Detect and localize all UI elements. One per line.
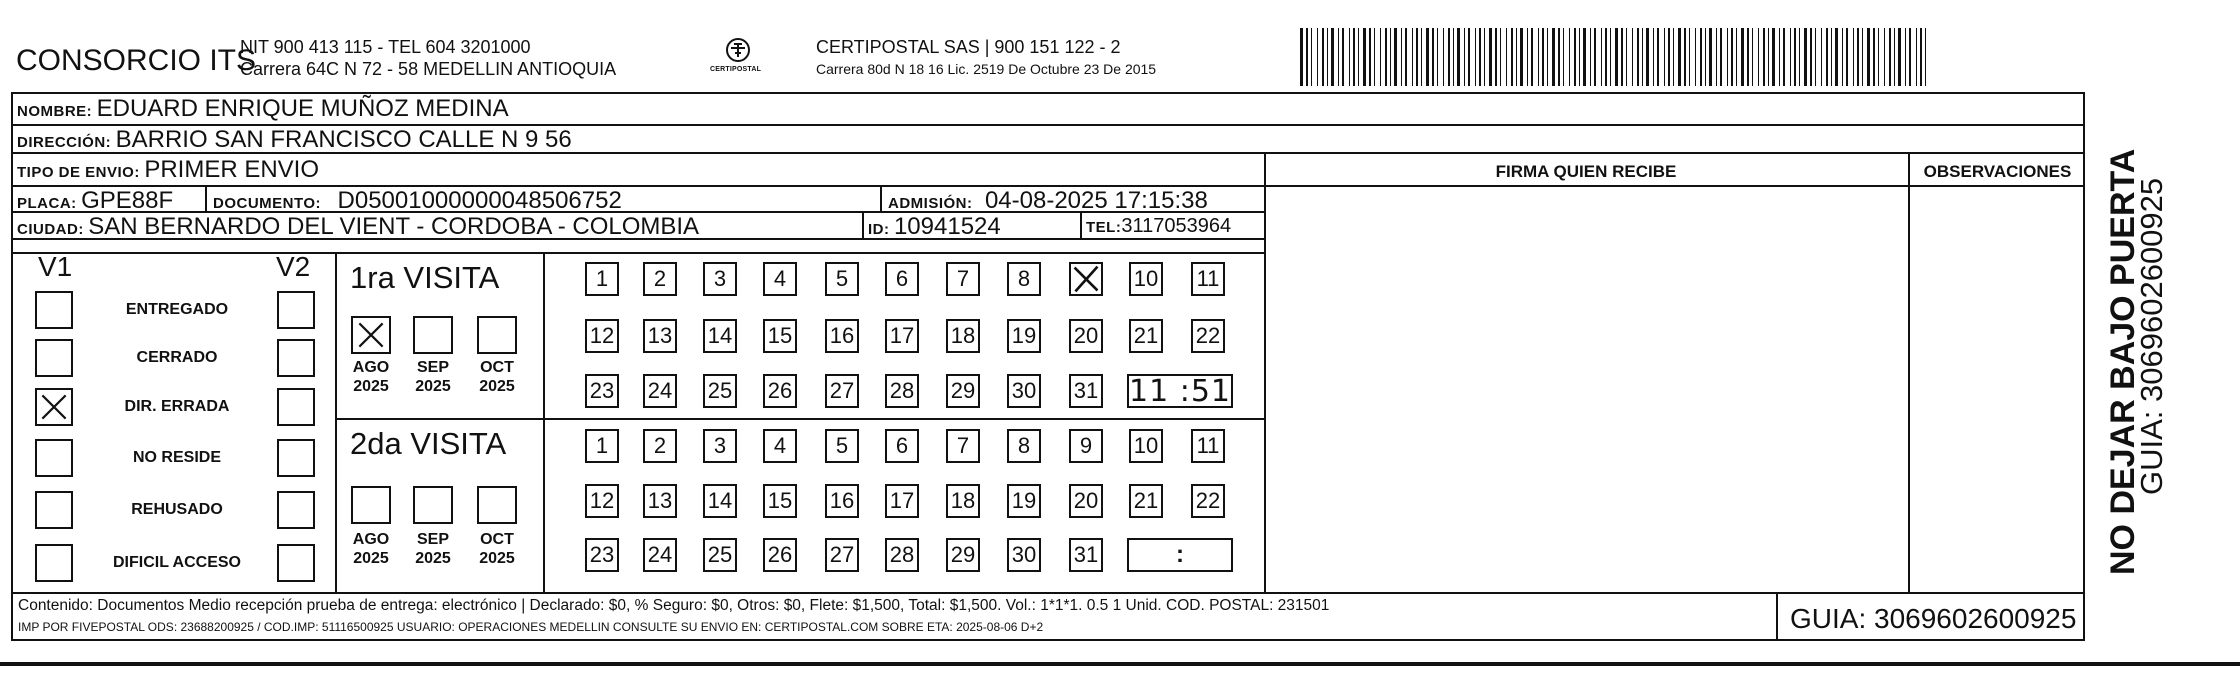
visit1-time-value: 11 :51 <box>1129 374 1231 409</box>
day-box[interactable]: 31 <box>1069 374 1103 408</box>
month-checkbox[interactable] <box>351 316 391 354</box>
footer-print-info: IMP POR FIVEPOSTAL ODS: 23688200925 / COD.IMP: 51116500925 USUARIO: OPERACIONES MEDELLIN CONSULTE SU ENVIO EN: CERTIPOSTAL.COM SOBRE ETA: 2025-08-06 D+2 <box>18 620 1044 634</box>
v1-label: V1 <box>38 251 73 282</box>
day-box[interactable]: 29 <box>946 538 980 572</box>
day-box[interactable]: 3 <box>703 429 737 463</box>
month-label: AGO 2025 <box>352 359 390 395</box>
address-label: DIRECCIÓN: <box>17 134 112 151</box>
plate-label: PLACA: <box>17 195 77 212</box>
v2-label: V2 <box>276 251 311 282</box>
day-box[interactable]: 8 <box>1007 429 1041 463</box>
day-box[interactable]: 5 <box>825 429 859 463</box>
footer-contents: Contenido: Documentos Medio recepción prueba de entrega: electrónico | Declarado: $0, % Seguro: $0, Otros: $0, Flete: $1,500, Total: $1,500. Vol.: 1*1*1. 0.5 1 Unid. COD. POSTAL: 231501 <box>18 597 1330 614</box>
day-box[interactable]: 7 <box>946 429 980 463</box>
day-box[interactable]: 14 <box>703 484 737 518</box>
status-label: NO RESIDE <box>132 449 221 466</box>
document-value: D05001000000048506752 <box>337 187 622 214</box>
day-box[interactable]: 17 <box>885 484 919 518</box>
day-box[interactable]: 18 <box>946 319 980 353</box>
id-cell <box>868 213 1001 241</box>
day-box[interactable]: 30 <box>1007 374 1041 408</box>
day-box[interactable]: 22 <box>1191 484 1225 518</box>
day-box[interactable] <box>1069 262 1103 296</box>
observations-label: OBSERVACIONES <box>1923 162 2072 181</box>
month-label: SEP 2025 <box>415 359 451 395</box>
day-box[interactable]: 6 <box>885 429 919 463</box>
month-checkbox[interactable] <box>351 486 391 524</box>
v2-checkbox[interactable] <box>277 291 315 329</box>
visit1-time-box <box>1127 374 1233 408</box>
day-box[interactable]: 11 <box>1191 262 1225 296</box>
day-box[interactable]: 21 <box>1129 484 1163 518</box>
visit1-title: 1ra VISITA <box>350 260 500 295</box>
day-box[interactable]: 26 <box>763 374 797 408</box>
nit-line: NIT 900 413 115 - TEL 604 3201000 <box>240 37 531 57</box>
plate-value: GPE88F <box>81 187 174 214</box>
month-label: AGO 2025 <box>352 531 390 567</box>
day-box[interactable]: 28 <box>885 374 919 408</box>
id-label: ID: <box>868 221 890 238</box>
status-label: CERRADO <box>136 349 218 366</box>
visit2-time-value: : <box>1176 541 1184 568</box>
day-box[interactable]: 28 <box>885 538 919 572</box>
name-label: NOMBRE: <box>17 103 93 120</box>
day-box[interactable]: 7 <box>946 262 980 296</box>
day-box[interactable]: 15 <box>763 319 797 353</box>
carrier-line: CERTIPOSTAL SAS | 900 151 122 - 2 <box>816 37 1121 57</box>
tel-value: 3117053964 <box>1121 215 1232 237</box>
day-box[interactable]: 11 <box>1191 429 1225 463</box>
status-label: DIR. ERRADA <box>124 398 230 415</box>
visit2-time-box <box>1127 538 1233 572</box>
v1-checkbox[interactable] <box>35 544 73 582</box>
day-box[interactable]: 9 <box>1069 429 1103 463</box>
v2-checkbox[interactable] <box>277 491 315 529</box>
day-box[interactable]: 20 <box>1069 484 1103 518</box>
day-box[interactable]: 25 <box>703 538 737 572</box>
day-box[interactable]: 12 <box>585 319 619 353</box>
day-box[interactable]: 27 <box>825 538 859 572</box>
day-box[interactable]: 6 <box>885 262 919 296</box>
send-type-label: TIPO DE ENVIO: <box>17 164 140 181</box>
day-box[interactable]: 13 <box>643 484 677 518</box>
day-box[interactable]: 1 <box>585 262 619 296</box>
send-type-value: PRIMER ENVIO <box>144 156 320 183</box>
v1-checkbox[interactable] <box>35 439 73 477</box>
day-box[interactable]: 17 <box>885 319 919 353</box>
day-box[interactable]: 2 <box>643 429 677 463</box>
day-box[interactable]: 26 <box>763 538 797 572</box>
month-checkbox[interactable] <box>413 316 453 354</box>
certipostal-logo <box>708 36 768 82</box>
day-box[interactable]: 16 <box>825 319 859 353</box>
address-row <box>17 126 572 154</box>
day-box[interactable]: 24 <box>643 538 677 572</box>
day-box[interactable]: 1 <box>585 429 619 463</box>
month-label: OCT 2025 <box>479 359 515 395</box>
admission-value: 04-08-2025 17:15:38 <box>984 187 1208 214</box>
tel-label: TEL: <box>1086 219 1122 236</box>
day-box[interactable]: 21 <box>1129 319 1163 353</box>
city-label: CIUDAD: <box>17 221 84 238</box>
tel-cell <box>1086 215 1231 238</box>
day-box[interactable]: 19 <box>1007 484 1041 518</box>
month-label: OCT 2025 <box>479 531 515 567</box>
barcode <box>1298 28 1931 86</box>
day-box[interactable]: 22 <box>1191 319 1225 353</box>
day-box[interactable]: 31 <box>1069 538 1103 572</box>
signature-label: FIRMA QUIEN RECIBE <box>1495 162 1677 181</box>
status-label: REHUSADO <box>131 501 223 518</box>
company-address: Carrera 64C N 72 - 58 MEDELLIN ANTIOQUIA <box>240 59 617 79</box>
v2-checkbox[interactable] <box>277 388 315 426</box>
day-box[interactable]: 27 <box>825 374 859 408</box>
name-row <box>17 95 509 123</box>
day-box[interactable]: 23 <box>585 538 619 572</box>
document-label: DOCUMENTO: <box>213 195 322 212</box>
day-box[interactable]: 13 <box>643 319 677 353</box>
day-box[interactable]: 20 <box>1069 319 1103 353</box>
day-box[interactable]: 25 <box>703 374 737 408</box>
city-cell <box>17 213 699 241</box>
month-checkbox[interactable] <box>413 486 453 524</box>
day-box[interactable]: 12 <box>585 484 619 518</box>
month-checkbox[interactable] <box>477 486 517 524</box>
city-value: SAN BERNARDO DEL VIENT - CORDOBA - COLOMBIA <box>88 213 700 240</box>
id-value: 10941524 <box>893 213 1001 240</box>
day-box[interactable]: 5 <box>825 262 859 296</box>
address-value: BARRIO SAN FRANCISCO CALLE N 9 56 <box>115 126 572 153</box>
day-box[interactable]: 18 <box>946 484 980 518</box>
day-box[interactable]: 14 <box>703 319 737 353</box>
logo-text: CERTIPOSTAL <box>710 66 762 73</box>
v1-checkbox[interactable] <box>35 491 73 529</box>
admission-cell <box>888 187 1208 215</box>
side-guide-number: GUIA: 3069602600925 <box>2134 177 2169 495</box>
day-box[interactable]: 23 <box>585 374 619 408</box>
guide-number-box: GUIA: 3069602600925 <box>1790 603 2077 634</box>
status-label: DIFICIL ACCESO <box>112 554 241 571</box>
name-value: EDUARD ENRIQUE MUÑOZ MEDINA <box>96 95 509 122</box>
admission-label: ADMISIÓN: <box>888 195 973 212</box>
month-label: SEP 2025 <box>415 531 451 567</box>
v1-checkbox[interactable] <box>35 339 73 377</box>
day-box[interactable]: 2 <box>643 262 677 296</box>
company-name: CONSORCIO ITS <box>16 44 257 77</box>
status-label: ENTREGADO <box>125 301 229 318</box>
plate-cell <box>17 187 173 215</box>
no-under-door-warning: NO DEJAR BAJO PUERTA <box>2104 148 2142 575</box>
v1-checkbox[interactable] <box>35 291 73 329</box>
day-box[interactable]: 4 <box>763 262 797 296</box>
day-box[interactable]: 10 <box>1129 262 1163 296</box>
month-checkbox[interactable] <box>477 316 517 354</box>
v2-checkbox[interactable] <box>277 439 315 477</box>
day-box[interactable]: 10 <box>1129 429 1163 463</box>
day-box[interactable]: 24 <box>643 374 677 408</box>
day-box[interactable]: 29 <box>946 374 980 408</box>
v2-checkbox[interactable] <box>277 339 315 377</box>
v1-checkbox[interactable] <box>35 388 73 426</box>
day-box[interactable]: 8 <box>1007 262 1041 296</box>
day-box[interactable]: 16 <box>825 484 859 518</box>
day-box[interactable]: 19 <box>1007 319 1041 353</box>
license-line: Carrera 80d N 18 16 Lic. 2519 De Octubre 23 De 2015 <box>816 61 1157 77</box>
document-cell <box>213 187 622 215</box>
day-box[interactable]: 4 <box>763 429 797 463</box>
send-type-row <box>17 156 319 184</box>
day-box[interactable]: 3 <box>703 262 737 296</box>
day-box[interactable]: 15 <box>763 484 797 518</box>
visit2-title: 2da VISITA <box>350 426 507 461</box>
day-box[interactable]: 30 <box>1007 538 1041 572</box>
v2-checkbox[interactable] <box>277 544 315 582</box>
